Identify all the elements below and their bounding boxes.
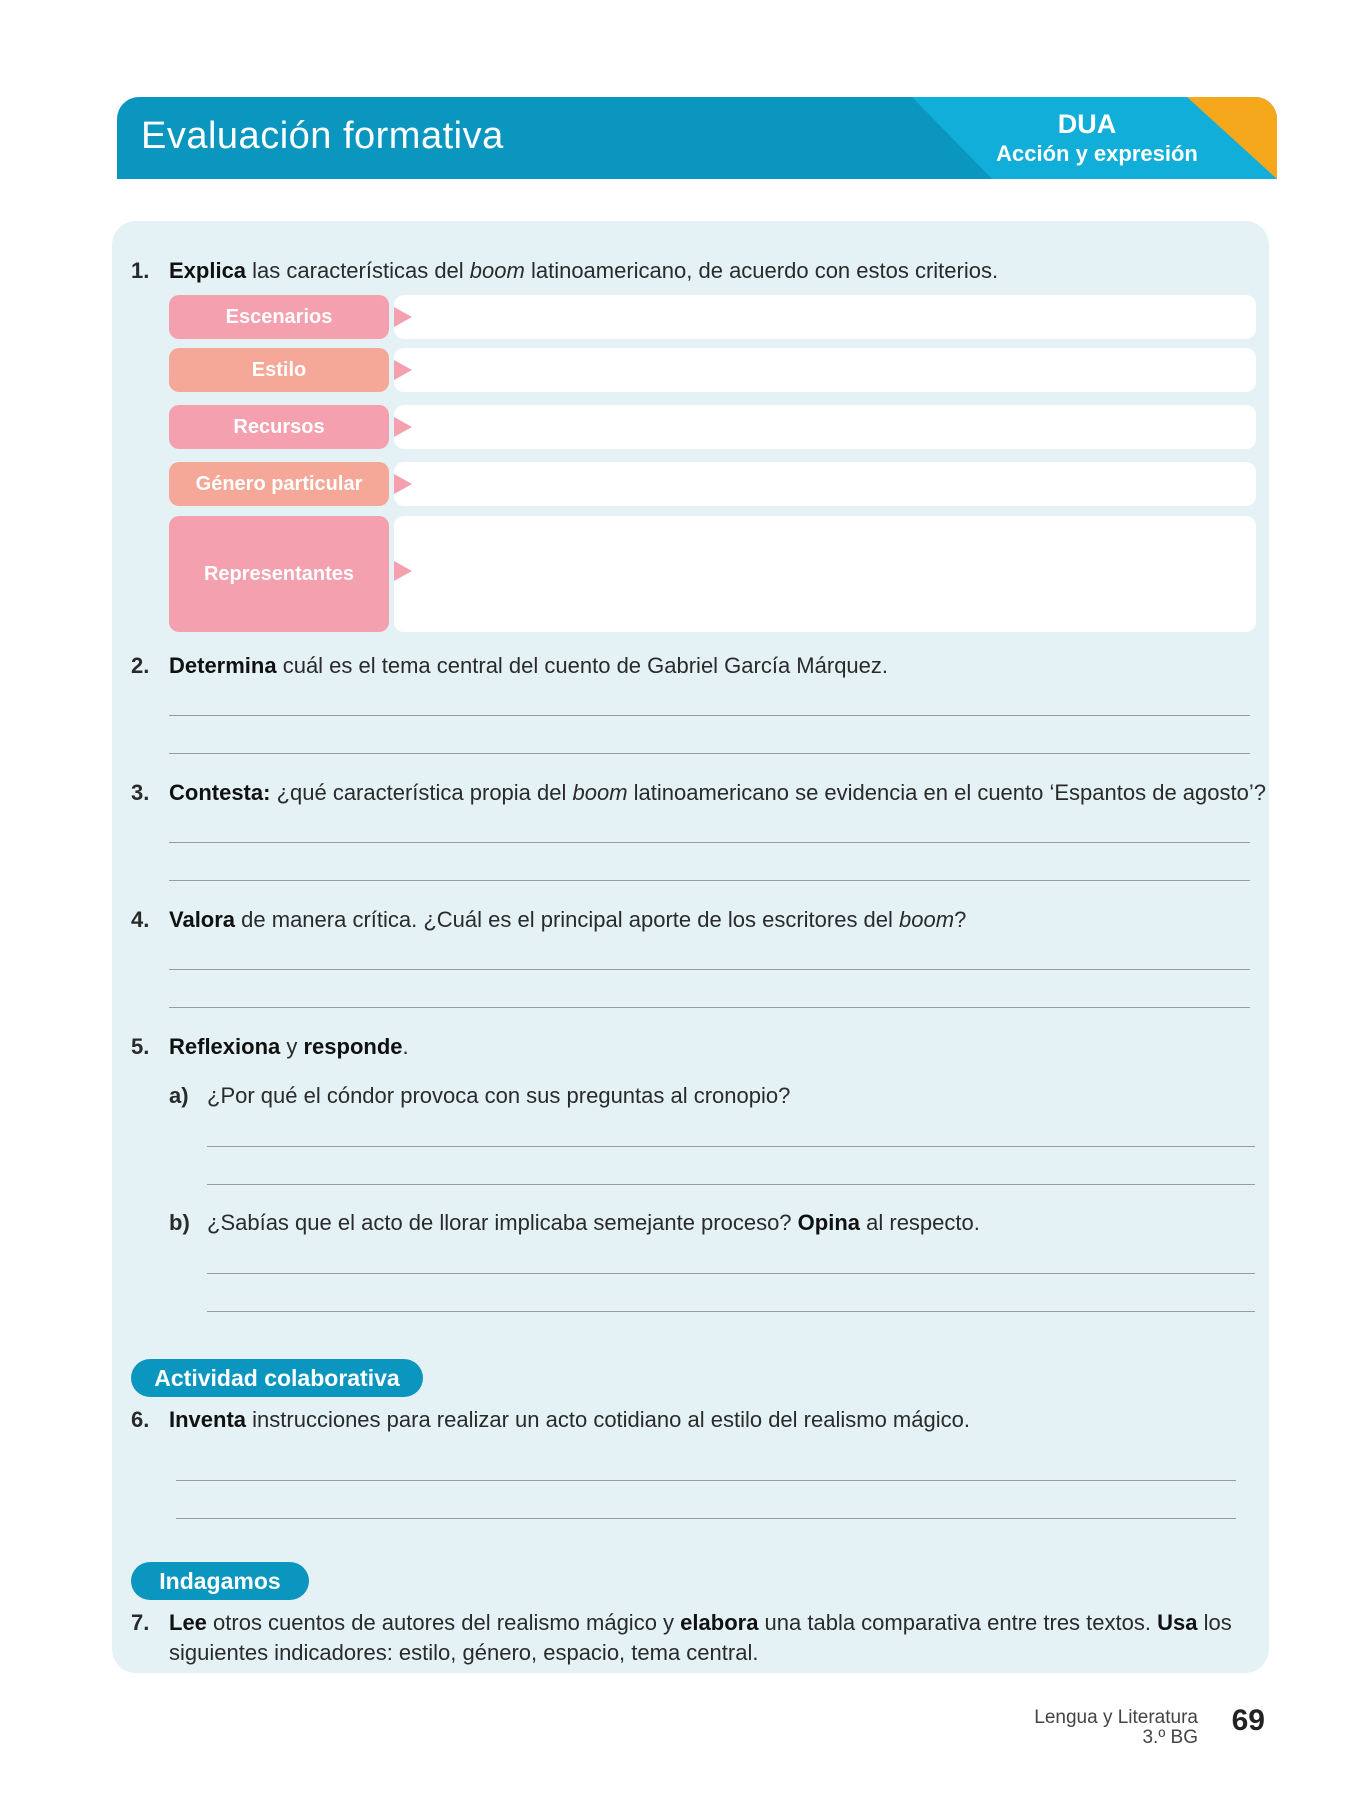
question-number: 6. [131, 1407, 150, 1432]
question-verb: Explica [169, 258, 247, 283]
question-7-line-2: siguientes indicadores: estilo, género, espacio, tema central. [169, 1640, 759, 1665]
question-number: 3. [131, 780, 150, 805]
page-number: 69 [1231, 1704, 1265, 1737]
answer-line[interactable] [207, 1146, 1255, 1147]
criterion-label: Representantes [169, 516, 389, 632]
answer-line[interactable] [169, 880, 1250, 881]
indagamos-pill: Indagamos [131, 1562, 309, 1600]
dua-subtitle: Acción y expresión [996, 141, 1198, 166]
collaborative-activity-pill: Actividad colaborativa [131, 1359, 423, 1397]
criterion-row-genero [169, 462, 1256, 506]
subquestion-label: b) [169, 1210, 190, 1235]
answer-line[interactable] [207, 1184, 1255, 1185]
question-number: 4. [131, 907, 150, 932]
question-verb: Determina [169, 653, 277, 678]
answer-line[interactable] [176, 1518, 1236, 1519]
criterion-label: Escenarios [169, 295, 389, 339]
answer-line[interactable] [176, 1480, 1236, 1481]
page-title: Evaluación formativa [141, 115, 504, 157]
criterion-label: Recursos [169, 405, 389, 449]
answer-box[interactable] [394, 295, 1256, 339]
arrow-right-icon [394, 360, 412, 380]
answer-line[interactable] [207, 1311, 1255, 1312]
answer-box[interactable] [394, 405, 1256, 449]
footer-grade: 3.º BG [1142, 1727, 1198, 1748]
answer-line[interactable] [169, 1007, 1250, 1008]
question-number: 1. [131, 258, 150, 283]
answer-line[interactable] [169, 969, 1250, 970]
question-verb: Contesta: [169, 780, 271, 805]
section-header [117, 97, 1277, 179]
criterion-label: Género particular [169, 462, 389, 506]
arrow-right-icon [394, 307, 412, 327]
answer-line[interactable] [169, 715, 1250, 716]
question-verb: Lee [169, 1610, 207, 1635]
criterion-row-estilo [169, 348, 1256, 392]
arrow-right-icon [394, 561, 412, 581]
criterion-row-representantes [169, 516, 1256, 632]
question-number: 5. [131, 1034, 150, 1059]
question-verb: Reflexiona [169, 1034, 281, 1059]
answer-box[interactable] [394, 462, 1256, 506]
answer-box[interactable] [394, 516, 1256, 632]
criterion-row-recursos [169, 405, 1256, 449]
answer-line[interactable] [207, 1273, 1255, 1274]
arrow-right-icon [394, 474, 412, 494]
answer-line[interactable] [169, 842, 1250, 843]
subquestion-label: a) [169, 1083, 189, 1108]
footer-subject: Lengua y Literatura 3.º BG [1034, 1707, 1198, 1748]
arrow-right-icon [394, 417, 412, 437]
question-number: 2. [131, 653, 150, 678]
question-verb: Valora [169, 907, 236, 932]
criterion-label: Estilo [169, 348, 389, 392]
question-verb: Inventa [169, 1407, 247, 1432]
dua-title: DUA [1057, 109, 1117, 139]
answer-box[interactable] [394, 348, 1256, 392]
answer-line[interactable] [169, 753, 1250, 754]
criterion-row-escenarios [169, 295, 1256, 339]
question-number: 7. [131, 1610, 150, 1635]
